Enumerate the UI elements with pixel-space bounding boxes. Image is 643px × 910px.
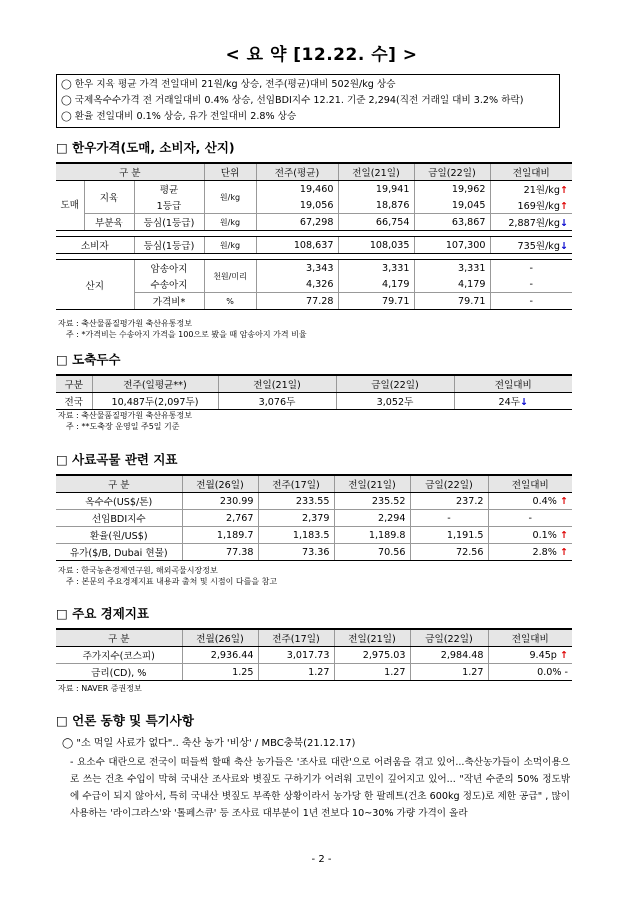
cell-value: 235.52	[334, 493, 410, 510]
change-value: -	[490, 276, 572, 293]
cell-value: 2,767	[182, 510, 258, 527]
cell-value: 2,975.03	[334, 647, 410, 664]
section-heading-slaughter: □ 도축두수	[56, 352, 121, 367]
cell-value: 2,294	[334, 510, 410, 527]
slaughter-table	[56, 374, 572, 410]
change-value: 0.4%	[532, 495, 557, 507]
grade-label: 등심(1등급)	[134, 214, 204, 231]
section-heading-hanwoo: □ 한우가격(도매, 소비자, 산지)	[56, 140, 235, 155]
cut-label: 부분육	[84, 214, 134, 231]
source-note: 자료 : 축산물품질평가원 축산유통정보	[58, 411, 192, 420]
change-cell	[490, 197, 572, 214]
summary-line: ◯ 환율 전일대비 0.1% 상승, 유가 전일대비 2.8% 상승	[61, 111, 297, 122]
arrow-up-icon: ↑	[559, 529, 568, 541]
table-row	[56, 527, 572, 544]
header-change: 전일대비	[488, 629, 572, 647]
news-headline: ◯ "소 먹일 사료가 없다".. 축산 농가 '비상' / MBC충북(21.12.17)	[62, 738, 356, 749]
header-yesterday: 전일(21일)	[334, 475, 410, 493]
cell-value: 230.99	[182, 493, 258, 510]
table-row	[56, 493, 572, 510]
unit-cell: 원/kg	[204, 181, 256, 214]
header-last-week: 전주(일평균**)	[92, 375, 218, 393]
cell-value: -	[410, 510, 488, 527]
news-body: - 요소수 대란으로 전국이 떠들썩 할때 축산 농가들은 '조사료 대란'으로 어려움을 겪고 있어...축산농가들이 소먹이용으로 쓰는 건초 수입이 막혀 국내산 조사료와 볏짚도 구하기가 어려워 고민이 깊어지고 있어... "작년 수준의 50% 정도밖에 수급이 되지 않아서, 특히 국내산 볏짚도 부족한 상황이라서 농가당 한 팔레트(건초 600kg 정도)로 제한 공급" , 많이 사용하는 '라이그라스'와 '톨페스큐' 등 조사료 대부분이 1년 전보다 10~30% 가량 가격이 올라	[70, 757, 570, 819]
cell-value: 108,035	[338, 237, 414, 254]
source-note: 자료 : 축산물품질평가원 축산유통정보	[58, 319, 192, 328]
grade-label: 암송아지	[134, 260, 204, 277]
row-label: 선임BDI지수	[56, 510, 182, 527]
carcass-label: 지육	[84, 181, 134, 214]
change-value: -	[490, 260, 572, 277]
cell-value: 4,179	[338, 276, 414, 293]
row-label: 전국	[56, 393, 92, 410]
section-heading-economy: □ 주요 경제지표	[56, 606, 149, 621]
cell-value: 233.55	[258, 493, 334, 510]
header-last-week: 전주(17일)	[258, 629, 334, 647]
economy-table	[56, 628, 572, 681]
row-label: 주가지수(코스피)	[56, 647, 182, 664]
cell-value: 3,331	[338, 260, 414, 277]
cell-value: 19,460	[256, 181, 338, 198]
table-row	[56, 276, 572, 293]
wholesale-label: 도매	[56, 181, 84, 231]
table-row	[56, 510, 572, 527]
footnote: 주 : *가격비는 수송아지 가격을 100으로 봤을 때 암송아지 가격 비율	[66, 330, 307, 339]
change-value: -	[488, 510, 572, 527]
change-value: 735원/kg	[517, 241, 560, 252]
cell-value: 3,343	[256, 260, 338, 277]
page-title: < 요 약 [12.22. 수] >	[225, 45, 418, 65]
unit-cell: 천원/미리	[204, 260, 256, 293]
footnote: 주 : 본문의 주요경제지표 내용과 출처 및 시점이 다를을 참고	[66, 577, 278, 586]
change-value: 24두	[498, 397, 520, 408]
change-value: 2,887원/kg	[508, 218, 560, 229]
change-cell	[488, 493, 572, 510]
header-unit: 단위	[204, 163, 256, 181]
cell-value: 1,189.8	[334, 527, 410, 544]
arrow-down-icon: ↓	[519, 397, 529, 408]
grade-label: 등심(1등급)	[134, 237, 204, 254]
unit-cell: %	[204, 293, 256, 310]
arrow-down-icon: ↓	[559, 218, 568, 229]
change-cell	[488, 544, 572, 561]
arrow-down-icon: ↓	[559, 241, 568, 252]
table-row	[56, 293, 572, 310]
cell-value: 19,941	[338, 181, 414, 198]
header-today: 금일(22일)	[410, 475, 488, 493]
cell-value: 79.71	[414, 293, 490, 310]
cell-value: 18,876	[338, 197, 414, 214]
cell-value: 1.27	[258, 664, 334, 681]
cell-value: 1.27	[410, 664, 488, 681]
header-last-week: 전주(17일)	[258, 475, 334, 493]
arrow-up-icon: ↑	[559, 201, 568, 212]
cell-value: 19,056	[256, 197, 338, 214]
change-value: 0.1%	[532, 529, 557, 541]
header-change: 전일대비	[490, 163, 572, 181]
cell-value: 3,076두	[218, 393, 336, 410]
summary-line: ◯ 한우 지육 평균 가격 전일대비 21원/kg 상승, 전주(평균)대비 502원/kg 상승	[61, 79, 396, 90]
change-value: 21원/kg	[523, 185, 560, 196]
header-change: 전일대비	[454, 375, 572, 393]
cell-value: 1,189.7	[182, 527, 258, 544]
cell-value: 79.71	[338, 293, 414, 310]
table-row	[56, 197, 572, 214]
header-last-week: 전주(평균)	[256, 163, 338, 181]
table-row	[56, 237, 572, 254]
source-note: 자료 : NAVER 증권정보	[58, 684, 142, 693]
header-category: 구 분	[56, 629, 182, 647]
summary-box	[56, 74, 560, 128]
cell-value: 77.38	[182, 544, 258, 561]
cell-value: 3,331	[414, 260, 490, 277]
cell-value: 2,936.44	[182, 647, 258, 664]
header-yesterday: 전일(21일)	[334, 629, 410, 647]
cell-value: 70.56	[334, 544, 410, 561]
cell-value: 1.25	[182, 664, 258, 681]
table-row	[56, 260, 572, 277]
header-category: 구 분	[56, 475, 182, 493]
source-note: 자료 : 한국농촌경제연구원, 해외곡물시장정보	[58, 566, 218, 575]
cell-value: 72.56	[410, 544, 488, 561]
cell-value: 108,637	[256, 237, 338, 254]
arrow-up-icon: ↑	[559, 649, 568, 661]
cell-value: 77.28	[256, 293, 338, 310]
change-cell	[454, 393, 572, 410]
header-yesterday: 전일(21일)	[338, 163, 414, 181]
header-category: 구 분	[56, 163, 204, 181]
cell-value: 2,984.48	[410, 647, 488, 664]
unit-cell: 원/kg	[204, 237, 256, 254]
arrow-up-icon: ↑	[559, 185, 568, 196]
cell-value: 10,487두(2,097두)	[92, 393, 218, 410]
header-today: 금일(22일)	[414, 163, 490, 181]
cell-value: 19,962	[414, 181, 490, 198]
section-heading-feed: □ 사료곡물 관련 지표	[56, 452, 178, 467]
change-cell	[488, 647, 572, 664]
summary-line: ◯ 국제옥수수가격 전 거래일대비 0.4% 상승, 선임BDI지수 12.21. 기준 2,294(직전 거래일 대비 3.2% 하락)	[61, 95, 524, 106]
change-cell	[490, 237, 572, 254]
cell-value: 4,179	[414, 276, 490, 293]
cell-value: 4,326	[256, 276, 338, 293]
page-number: - 2 -	[311, 854, 332, 865]
row-label: 옥수수(US$/톤)	[56, 493, 182, 510]
arrow-up-icon: ↑	[559, 495, 568, 507]
change-value: -	[490, 293, 572, 310]
header-last-month: 전월(26일)	[182, 629, 258, 647]
header-last-month: 전월(26일)	[182, 475, 258, 493]
table-row	[56, 544, 572, 561]
header-yesterday: 전일(21일)	[218, 375, 336, 393]
table-row	[56, 647, 572, 664]
header-change: 전일대비	[488, 475, 572, 493]
cell-value: 2,379	[258, 510, 334, 527]
cell-value: 73.36	[258, 544, 334, 561]
farm-label: 산지	[56, 260, 134, 310]
hanwoo-price-table	[56, 162, 572, 310]
cell-value: 19,045	[414, 197, 490, 214]
change-value: 2.8%	[532, 546, 557, 558]
table-row	[56, 214, 572, 231]
header-category: 구분	[56, 375, 92, 393]
cell-value: 1,183.5	[258, 527, 334, 544]
row-label: 유가($/B, Dubai 현물)	[56, 544, 182, 561]
cell-value: 63,867	[414, 214, 490, 231]
change-cell	[488, 664, 572, 681]
grade-label: 수송아지	[134, 276, 204, 293]
table-row	[56, 393, 572, 410]
arrow-up-icon: ↑	[559, 546, 568, 558]
grade-label: 1등급	[134, 197, 204, 214]
section-heading-news: □ 언론 동향 및 특기사항	[56, 713, 194, 728]
change-cell	[490, 214, 572, 231]
footnote: 주 : **도축장 운영일 주5일 기준	[66, 422, 180, 431]
feed-grain-table	[56, 474, 572, 561]
header-today: 금일(22일)	[410, 629, 488, 647]
grade-label: 가격비*	[134, 293, 204, 310]
cell-value: 107,300	[414, 237, 490, 254]
consumer-label: 소비자	[56, 237, 134, 254]
change-value: 169원/kg	[517, 201, 560, 212]
row-label: 환율(원/US$)	[56, 527, 182, 544]
unit-cell: 원/kg	[204, 214, 256, 231]
cell-value: 3,052두	[336, 393, 454, 410]
change-cell	[488, 527, 572, 544]
dash-icon: -	[564, 666, 568, 678]
cell-value: 1.27	[334, 664, 410, 681]
cell-value: 66,754	[338, 214, 414, 231]
cell-value: 1,191.5	[410, 527, 488, 544]
cell-value: 67,298	[256, 214, 338, 231]
grade-label: 평균	[134, 181, 204, 198]
change-value: 9.45p	[529, 649, 557, 661]
cell-value: 3,017.73	[258, 647, 334, 664]
change-value: 0.0%	[537, 666, 562, 678]
change-cell	[490, 181, 572, 198]
header-today: 금일(22일)	[336, 375, 454, 393]
table-row	[56, 181, 572, 198]
table-row	[56, 664, 572, 681]
cell-value: 237.2	[410, 493, 488, 510]
row-label: 금리(CD), %	[56, 664, 182, 681]
